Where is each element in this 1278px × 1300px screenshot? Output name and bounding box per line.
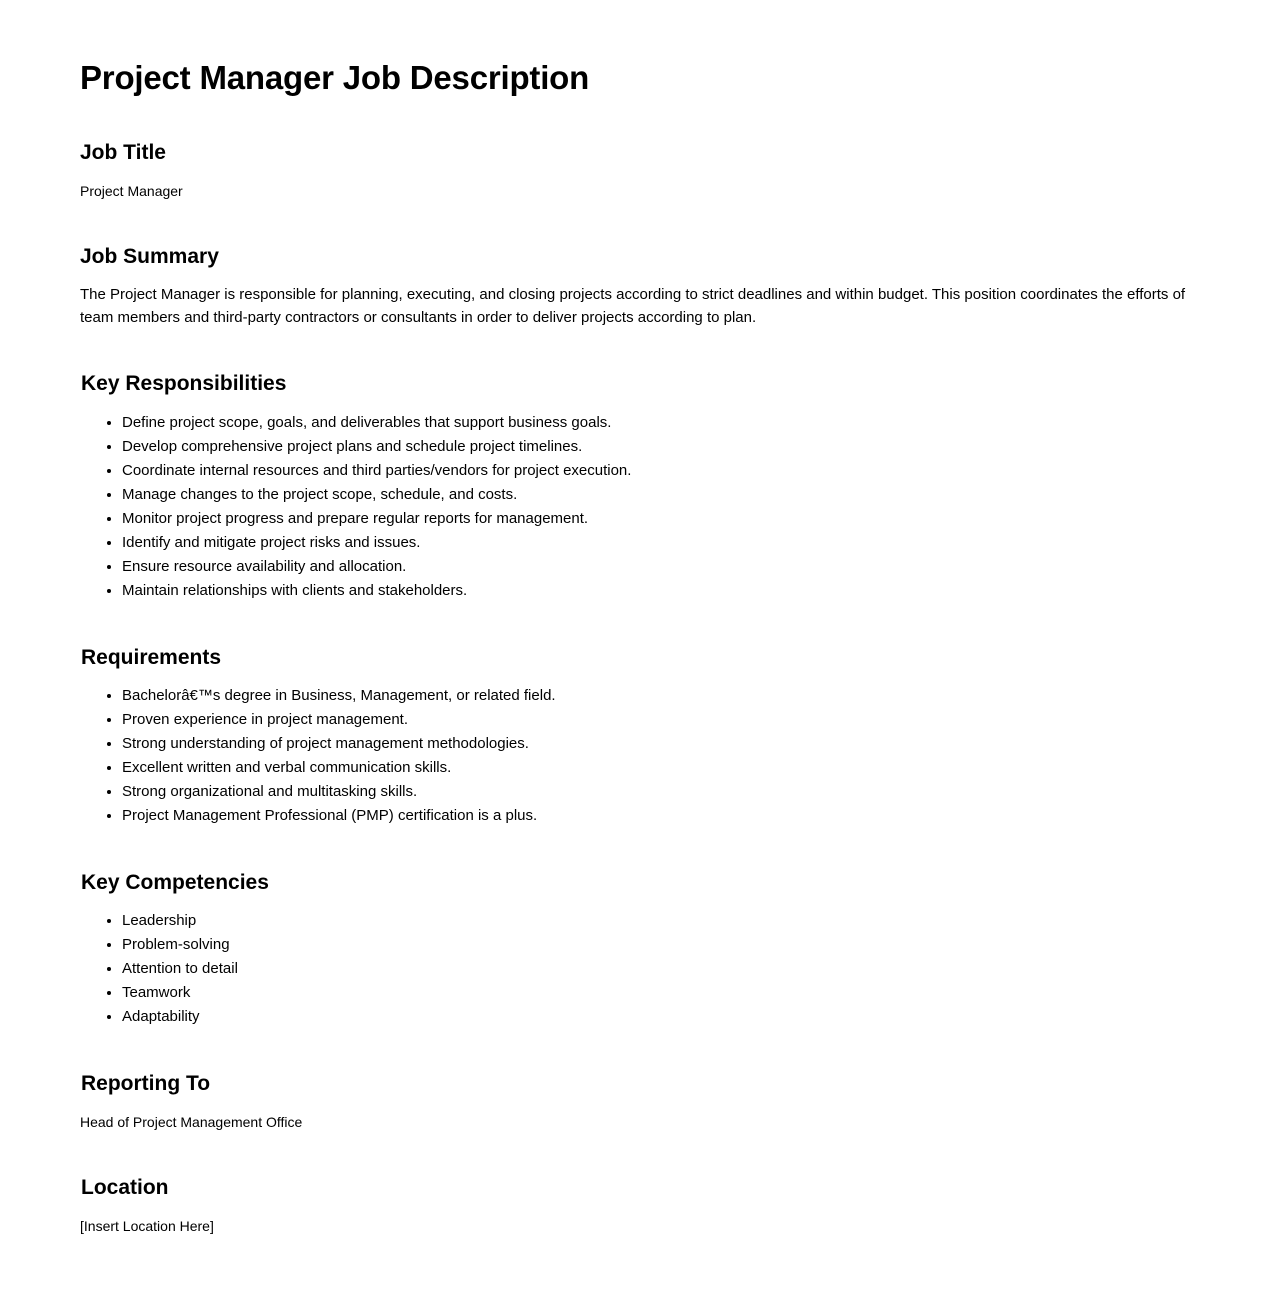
list-item: • Strong organizational and multitasking skills. (122, 780, 1198, 804)
list-item: • Coordinate internal resources and third parties/vendors for project execution. (122, 459, 1198, 483)
section-heading-key-competencies: Key Competencies (81, 870, 269, 894)
list-item: • Excellent written and verbal communication skills. (122, 756, 1198, 780)
list-item: • Identify and mitigate project risks and issues. (122, 531, 1198, 555)
list-item: • Maintain relationships with clients and stakeholders. (122, 579, 1198, 603)
list-item: • Strong understanding of project management methodologies. (122, 732, 1198, 756)
section-heading-reporting-to: Reporting To (81, 1072, 211, 1096)
list-item: • Attention to detail (122, 957, 1198, 981)
section-heading-job-title: Job Title (80, 140, 166, 164)
job-title-value: Project Manager (80, 182, 183, 199)
requirements-list (80, 684, 1198, 828)
list-item: • Develop comprehensive project plans and schedule project timelines. (122, 435, 1198, 459)
section-heading-requirements: Requirements (81, 645, 222, 669)
list-item: • Problem-solving (122, 933, 1198, 957)
reporting-to-value: Head of Project Management Office (80, 1114, 303, 1131)
section-heading-location: Location (81, 1176, 169, 1200)
list-item: • Project Management Professional (PMP) certification is a plus. (122, 804, 1198, 828)
job-summary-text: The Project Manager is responsible for planning, executing, and closing projects according to strict deadlines and within budget. This position coordinates the efforts of team members and third-party contractors or consultants in order to deliver projects according to plan. (80, 285, 1186, 327)
list-item: • Adaptability (122, 1005, 1198, 1029)
key-responsibilities-list (80, 411, 1198, 603)
section-heading-job-summary: Job Summary (80, 244, 219, 268)
section-heading-key-responsibilities: Key Responsibilities (81, 372, 287, 396)
location-value: [Insert Location Here] (80, 1218, 214, 1235)
key-competencies-list (80, 909, 1198, 1029)
list-item: • Proven experience in project management. (122, 708, 1198, 732)
list-item: • Teamwork (122, 981, 1198, 1005)
list-item: • Ensure resource availability and allocation. (122, 555, 1198, 579)
list-item: • Leadership (122, 909, 1198, 933)
list-item: • Manage changes to the project scope, schedule, and costs. (122, 483, 1198, 507)
list-item: • Monitor project progress and prepare regular reports for management. (122, 507, 1198, 531)
list-item: • Define project scope, goals, and deliverables that support business goals. (122, 411, 1198, 435)
page-title: Project Manager Job Description (80, 59, 590, 96)
list-item: • Bachelorâ€™s degree in Business, Management, or related field. (122, 684, 1198, 708)
